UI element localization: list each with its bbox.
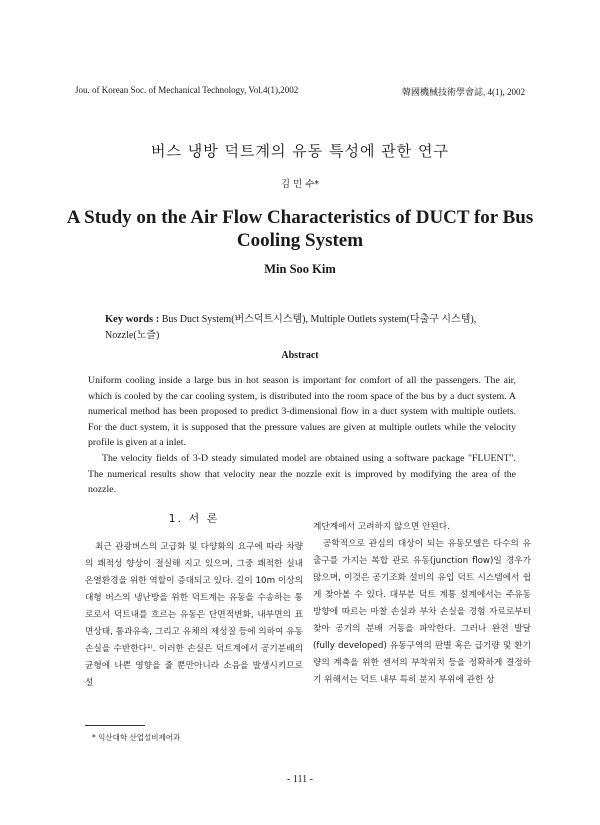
abstract-title: Abstract bbox=[281, 350, 319, 361]
keywords-label: Key words : bbox=[105, 314, 160, 325]
body-paragraph-1: 최근 관광버스의 고급화 및 다양화의 요구에 따라 차량의 쾌적성 향상이 절실해 지고 있으며, 그중 쾌적한 실내 온열환경을 위한 역할이 증대되고 있다. 길이 10m 이상의 대형 버스의 냉난방을 위한 덕트계는 유동을 수송하는 통로로서 덕트내를 흐르는 유동은 단면적변화, 내부면의 표면상태, 통과유속, 그리고 유체의 제성질 등에 의하여 유동손실을 수반한다¹⁾. 이러한 손실은 덕트계에서 공기분배의 균형에 나쁜 영향을 줄 뿐만아니라 소음을 발생시키므로 설 bbox=[85, 542, 303, 688]
title-english: A Study on the Air Flow Characteristics of DUCT for Bus Cooling System bbox=[66, 207, 534, 251]
title-korean: 버스 냉방 덕트계의 유동 특성에 관한 연구 bbox=[151, 142, 449, 160]
author-korean: 김 민 수* bbox=[280, 179, 320, 190]
body-column-left bbox=[85, 510, 303, 692]
journal-header-ko: 韓國機械技術學會誌, 4(1), 2002 bbox=[402, 87, 525, 97]
footnote-rule bbox=[85, 725, 145, 726]
keywords-text: Bus Duct System(버스덕트시스템), Multiple Outlets system(다출구 시스템), Nozzle(노즐) bbox=[105, 314, 477, 341]
abstract-paragraph-1: Uniform cooling inside a large bus in hot season is important for comfort of all the passengers. The air, which is cooled by the car cooling system, is distributed into the room space of the bus by a duct system. A numerical method has been proposed to predict 3-dimensional flow in a duct system with multiple outlets. For the duct system, it is supposed that the pressure values are given at multiple outlets while the velocity profile is given at a inlet. bbox=[88, 375, 516, 449]
body-paragraph-2: 공학적으로 관심의 대상이 되는 유동모델은 다수의 유출구를 가지는 복합 관로 유동(junction flow)일 경우가 많으며, 이것은 공기조화 설비의 유입 덕트 시스템에서 쉽게 찾아볼 수 있다. 대부분 덕트 계통 설계에서는 주유동 방향에 따르는 마찰 손실과 부차 손실을 경험 자료로부터 찾아 공기의 분배 거동을 파악한다. 그러나 완전 발달(fully developed) 유동구역의 판별 혹은 급기량 및 환기량의 계측을 위한 센서의 부착위치 등을 정확하게 결정하기 위해서는 덕트 내부 특히 분지 부위에 관한 상 bbox=[313, 539, 531, 685]
page-number: - 111 - bbox=[287, 774, 313, 785]
body-paragraph-continued: 계단계에서 고려하지 않으면 안된다. bbox=[313, 522, 450, 532]
section-1-title: 1. 서 론 bbox=[168, 512, 220, 525]
abstract-paragraph-2: The velocity fields of 3-D steady simulated model are obtained using a software package "FLUENT". The numerical results show that velocity near the nozzle exit is improved by modifying the area of the nozzle. bbox=[88, 452, 516, 496]
keywords-block bbox=[105, 312, 505, 344]
body-column-right bbox=[313, 519, 531, 689]
author-english: Min Soo Kim bbox=[264, 262, 336, 276]
footnote-affiliation: * 익산대학 산업설비제어과 bbox=[92, 733, 181, 742]
journal-header-en: Jou. of Korean Soc. of Mechanical Technology, Vol.4(1),2002 bbox=[75, 85, 299, 95]
abstract-body bbox=[88, 373, 516, 498]
